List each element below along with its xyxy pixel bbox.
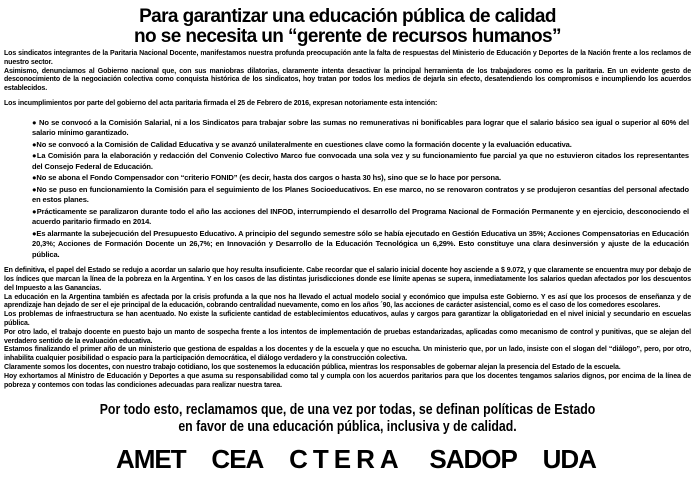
conclusion-statement xyxy=(66,401,629,435)
union-name: CTERA xyxy=(289,444,404,475)
breach-bullet-item: ●No se convocó a la Comisión de Calidad Educativa y se avanzó unilateralmente en cuestiones clave como la formación docente y la evaluación educativa. xyxy=(32,139,572,149)
intro-section xyxy=(4,50,691,94)
page-title-line2: no se necesita un “gerente de recursos humanos” xyxy=(134,26,561,47)
conclusion-line2: en favor de una educación pública, inclusiva y de calidad. xyxy=(178,418,517,436)
breach-bullet-list xyxy=(4,118,691,261)
analysis-paragraph: En definitiva, el papel del Estado se redujo a acordar un salario que hoy resulta insuficiente. Cabe recordar que el salario inicial docente hoy asciende a $ 9.072, y que claramente se encuentra muy por debajo de los índices que marcan la línea de la pobreza en la Argentina. Y en los casos de las distintas jurisdicciones donde ese límite apenas se supera, inmediatamente los salarios quedan afectados por los descuentos del Impuesto a las Ganancias. xyxy=(4,267,691,292)
analysis-paragraph: Por otro lado, el trabajo docente en puesto bajo un manto de sospecha frente a los intentos de implementación de pruebas estandarizadas, aplicadas como mecanismo de control y punitivas, que se alejan del verdadero sentido de la evaluación educativa. xyxy=(4,328,691,345)
breach-bullet-item: ●Es alarmante la subejecución del Presupuesto Educativo. A principio del segundo semestre sólo se había ejecutado en Gestión Educativa un 35%; Acciones Compensatorias en Educación 20,3%; Acciones de Formación Docente un 26,7%; en Innovación y Desarrollo de la Educación Tecnológica un 6,29%. Esto constituye una clara desinversión y ajuste de la educación pública. xyxy=(32,228,689,259)
analysis-paragraph: Los problemas de infraestructura se han acentuado. No existe la suficiente cantidad de establecimientos educativos, aulas y cargos para garantizar la obligatoriedad en el nivel inicial y secundario en escuelas pública. xyxy=(4,311,691,328)
breach-bullet-item: ● No se convocó a la Comisión Salarial, ni a los Sindicatos para trabajar sobre las sumas no remunerativas ni bonificables para lograr que el salario básico sea igual o superior al 60% del salario mínimo garantizado. xyxy=(32,117,689,138)
breach-bullet-item: ●No se puso en funcionamiento la Comisión para el seguimiento de los Planes Socioeducativos. En ese marco, no se renovaron contratos y se produjeron cesantías del personal afectado en estos planes. xyxy=(32,184,689,205)
union-signatures xyxy=(4,444,691,475)
union-name: SADOP xyxy=(429,444,517,475)
analysis-paragraph: Claramente somos los docentes, con nuestro trabajo cotidiano, los que sostenemos la educación pública, mientras los responsables de gobernar alejan la presencia del Estado de la escuela. xyxy=(4,364,621,372)
analysis-paragraph: Estamos finalizando el primer año de un ministerio que gestiona de espaldas a los docentes y de la escuela y que no escucha. Un ministerio que, por un lado, insiste con el slogan del “diálogo”, pero, por otro, inhabilita cualquier posibilidad o espacio para la participación democrática, el diálogo verdadero y la construcción colectiva. xyxy=(4,346,691,363)
union-name: UDA xyxy=(542,444,596,475)
intro-paragraph: Asimismo, denunciamos al Gobierno nacional que, con sus maniobras dilatorias, claramente intenta desactivar la principal herramienta de los trabajadores como es la paritaria. En un evidente gesto de desconocimiento de la negociación colectiva como conquista histórica de los sindicatos, hoy tratan por todos los medios de dejarla sin efecto, desatendiendo los compromisos e incumpliendo los acuerdos establecidos. xyxy=(4,67,691,93)
analysis-paragraph: La educación en la Argentina también es afectada por la crisis profunda a la que nos ha llevado el actual modelo social y económico que impulsa este Gobierno. Y es así que los procesos de enseñanza y de aprendizaje han dejado de ser el eje principal de la educación, cobrando centralidad nuevamente, como en los años ´90, las acciones de carácter asistencial, como es el caso de los comedores escolares. xyxy=(4,293,691,310)
conclusion-line1: Por todo esto, reclamamos que, de una vez por todas, se definan políticas de Estado xyxy=(99,401,596,419)
page-title xyxy=(4,7,691,47)
breach-lead-in: Los incumplimientos por parte del gobierno del acta paritaria firmada el 25 de Febrero de 2016, expresan notoriamente esta intención: xyxy=(4,99,438,107)
breach-bullet-item: ●Prácticamente se paralizaron durante todo el año las acciones del INFOD, interrumpiendo el desarrollo del Programa Nacional de Formación Permanente y en ejercicio, desconociendo el acuerdo paritario firmado en 2014. xyxy=(32,206,689,227)
analysis-section xyxy=(4,267,691,390)
page-title-line1: Para garantizar una educación pública de calidad xyxy=(139,6,556,27)
breach-bullet-item: ●La Comisión para la elaboración y redacción del Convenio Colectivo Marco fue convocada una sola vez y su funcionamiento fue parcial ya que no estuvieron citados los representantes del Consejo Federal de Educación. xyxy=(32,151,689,171)
union-name: AMET xyxy=(116,444,186,475)
intro-paragraph: Los sindicatos integrantes de la Paritaria Nacional Docente, manifestamos nuestra profunda preocupación ante la falta de respuestas del Ministerio de Educación y Deportes de la Nación frente a los reclamos de nuestro sector. xyxy=(4,50,691,66)
analysis-paragraph: Hoy exhortamos al Ministro de Educación y Deportes a que asuma su responsabilidad como tal y cumpla con los acuerdos paritarios para que los docentes tengamos salarios dignos, por encima de la línea de pobreza y contemos con todas las condiciones adecuadas para realizar nuestra tarea. xyxy=(4,372,691,389)
union-name: CEA xyxy=(211,444,264,475)
breach-bullet-item: ●No se abona el Fondo Compensador con “criterio FONID” (es decir, hasta dos cargos o hasta 30 hs), sino que se lo hace por persona. xyxy=(32,173,502,183)
